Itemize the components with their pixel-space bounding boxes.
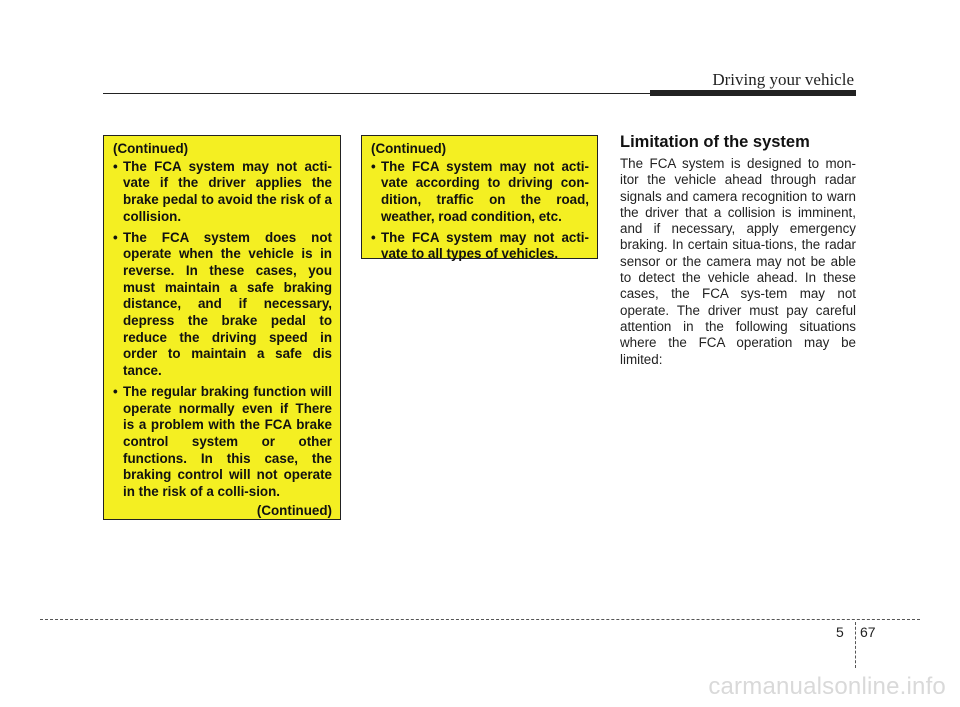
- section-heading: Limitation of the system: [620, 133, 810, 151]
- warning-item: • The FCA system does not operate when the vehicle is in reverse. In these cases, you must maintain a safe braking distance, and if necessary, depress the brake pedal to reduce the driving speed in order to maintain a safe dis tance.: [113, 230, 332, 380]
- warning-box-1: [103, 135, 341, 520]
- warning-box-2: [361, 135, 598, 262]
- warning-list: [113, 159, 332, 501]
- warning-item: • The regular braking function will operate normally even if There is a problem with the FCA brake control system or other functions. In this case, the braking control will not operate in the risk of a colli-sion.: [113, 384, 332, 501]
- chapter-number: 5: [836, 624, 844, 640]
- footer-rule: [40, 619, 920, 620]
- continued-label: (Continued): [113, 141, 189, 156]
- continued-label: (Continued): [371, 141, 447, 156]
- warning-item: • The FCA system may not acti-vate if the driver applies the brake pedal to avoid the risk of a collision.: [113, 159, 332, 226]
- continued-label: (Continued): [256, 502, 332, 518]
- page-number-divider: [855, 622, 856, 668]
- watermark: carmanualsonline.info: [708, 673, 946, 700]
- page-header-title: Driving your vehicle: [712, 70, 854, 89]
- header-bar: [650, 90, 856, 96]
- warning-list: [371, 159, 589, 263]
- page-number: 67: [860, 624, 876, 640]
- section-body: The FCA system is designed to mon-itor the vehicle ahead through radar signals and camera recognition to warn the driver that a collision is imminent, and if necessary, apply emergency braking. In certain situa-tions, the radar sensor or the camera may not be able to detect the vehicle ahead. In these cases, the FCA sys-tem may not operate. The driver must pay careful attention in the following situations where the FCA operation may be limited:: [620, 156, 856, 367]
- warning-item: • The FCA system may not acti-vate according to driving con-dition, traffic on the road, weather, road condition, etc.: [371, 159, 589, 226]
- warning-item: • The FCA system may not acti-vate to all types of vehicles.: [371, 230, 589, 263]
